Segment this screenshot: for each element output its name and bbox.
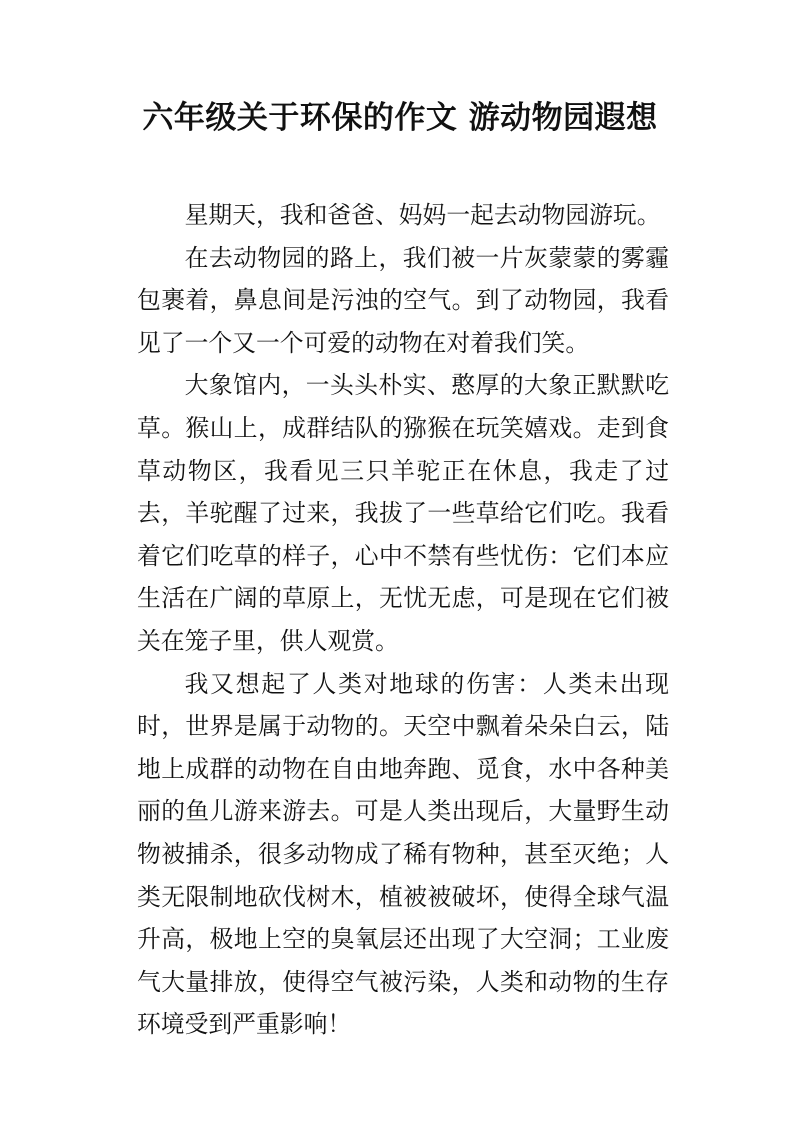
paragraph-4: 我又想起了人类对地球的伤害：人类未出现时，世界是属于动物的。天空中飘着朵朵白云，陆地上成群的动物在自由地奔跑、觅食，水中各种美丽的鱼儿游来游去。可是人类出现后，大量野生动物被捕杀，很多动物成了稀有物种，甚至灭绝；人类无限制地砍伐树木，植被被破坏，使得全球气温升高，极地上空的臭氧层还出现了大空洞；工业废气大量排放，使得空气被污染，人类和动物的生存环境受到严重影响！ <box>137 669 669 1039</box>
document-body <box>137 194 669 1046</box>
document-title: 六年级关于环保的作文 游动物园遐想 <box>142 100 658 136</box>
paragraph-2: 在去动物园的路上，我们被一片灰蒙蒙的雾霾包裹着，鼻息间是污浊的空气。到了动物园，我看见了一个又一个可爱的动物在对着我们笑。 <box>137 243 669 357</box>
paragraph-1: 星期天，我和爸爸、妈妈一起去动物园游玩。 <box>184 201 661 229</box>
paragraph-3: 大象馆内，一头头朴实、憨厚的大象正默默吃草。猴山上，成群结队的猕猴在玩笑嬉戏。走到食草动物区，我看见三只羊驼正在休息，我走了过去，羊驼醒了过来，我拔了一些草给它们吃。我看着它们吃草的样子，心中不禁有些忧伤：它们本应生活在广阔的草原上，无忧无虑，可是现在它们被关在笼子里，供人观赏。 <box>137 371 669 655</box>
